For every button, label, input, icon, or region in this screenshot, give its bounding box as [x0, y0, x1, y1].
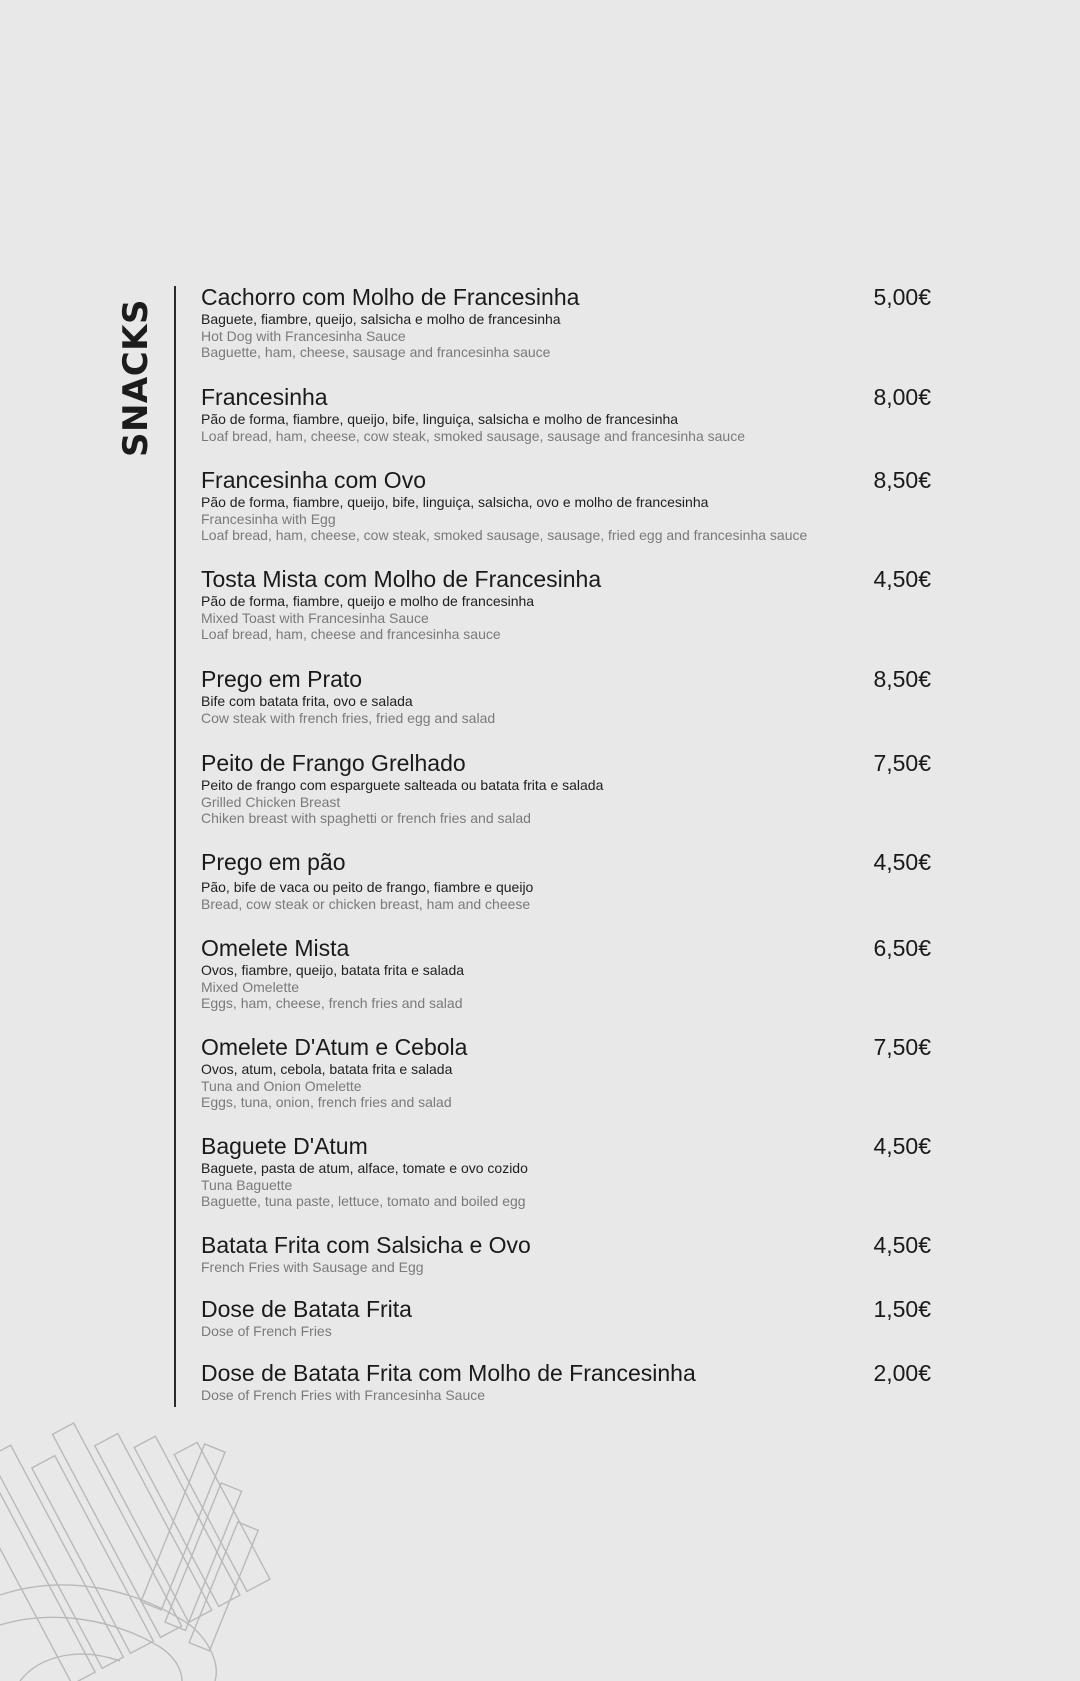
- item-description-pt: Baguete, fiambre, queijo, salsicha e molho de francesinha: [201, 311, 561, 327]
- menu-item: [201, 1033, 931, 1132]
- section-title: [112, 298, 160, 458]
- item-price: 7,50€: [873, 750, 931, 776]
- menu-item: [201, 934, 931, 1033]
- item-description-en: Baguette, ham, cheese, sausage and francesinha sauce: [201, 344, 551, 360]
- item-description-pt: Ovos, atum, cebola, batata frita e salada: [201, 1061, 453, 1077]
- item-description-pt: Ovos, fiambre, queijo, batata frita e salada: [201, 962, 465, 978]
- item-name-en: Grilled Chicken Breast: [201, 794, 341, 810]
- item-price: 4,50€: [873, 849, 931, 875]
- item-price: 4,50€: [873, 1232, 931, 1258]
- item-price: 4,50€: [873, 566, 931, 592]
- item-description-en: Bread, cow steak or chicken breast, ham and cheese: [201, 896, 531, 912]
- item-description-pt: Pão, bife de vaca ou peito de frango, fiambre e queijo: [201, 879, 534, 895]
- item-name-en: Dose of French Fries with Francesinha Sauce: [201, 1387, 486, 1403]
- item-price: 2,00€: [873, 1360, 931, 1386]
- item-price: 4,50€: [873, 1133, 931, 1159]
- menu-item: [201, 848, 931, 934]
- section-divider: [174, 286, 176, 1407]
- item-name: Dose de Batata Frita com Molho de Francesinha: [201, 1360, 696, 1386]
- menu-item: [201, 466, 931, 565]
- menu-item: [201, 1295, 931, 1359]
- item-description-en: Loaf bread, ham, cheese and francesinha sauce: [201, 626, 501, 642]
- item-price: 5,00€: [873, 284, 931, 310]
- item-description-en: Chiken breast with spaghetti or french fries and salad: [201, 810, 531, 826]
- item-price: 8,00€: [873, 384, 931, 410]
- menu-item: [201, 1231, 931, 1295]
- menu-item: [201, 383, 931, 466]
- item-name-en: Mixed Toast with Francesinha Sauce: [201, 610, 429, 626]
- item-name: Tosta Mista com Molho de Francesinha: [201, 566, 602, 592]
- item-name-en: Tuna and Onion Omelette: [201, 1078, 362, 1094]
- item-name-en: Francesinha with Egg: [201, 511, 336, 527]
- item-description-pt: Bife com batata frita, ovo e salada: [201, 693, 413, 709]
- item-name: Cachorro com Molho de Francesinha: [201, 284, 580, 310]
- item-description-pt: Pão de forma, fiambre, queijo e molho de francesinha: [201, 593, 535, 609]
- item-name: Francesinha: [201, 384, 328, 410]
- item-name: Prego em pão: [201, 849, 346, 875]
- item-description-en: Eggs, ham, cheese, french fries and salad: [201, 995, 463, 1011]
- item-name: Francesinha com Ovo: [201, 467, 426, 493]
- item-description-en: Cow steak with french fries, fried egg and salad: [201, 710, 496, 726]
- item-price: 8,50€: [873, 467, 931, 493]
- item-name: Peito de Frango Grelhado: [201, 750, 466, 776]
- item-name-en: Mixed Omelette: [201, 979, 300, 995]
- item-name: Prego em Prato: [201, 666, 363, 692]
- menu-list: [201, 283, 931, 1409]
- menu-item: [201, 1132, 931, 1231]
- menu-item: [201, 283, 931, 383]
- item-description-en: Loaf bread, ham, cheese, cow steak, smoked sausage, sausage and francesinha sauce: [201, 428, 746, 444]
- item-description-en: Loaf bread, ham, cheese, cow steak, smoked sausage, sausage, fried egg and francesinha sauce: [201, 527, 808, 543]
- item-name: Omelete D'Atum e Cebola: [201, 1034, 468, 1060]
- item-price: 7,50€: [873, 1034, 931, 1060]
- item-description-en: Baguette, tuna paste, lettuce, tomato and boiled egg: [201, 1193, 526, 1209]
- section-title-text: SNACKS: [116, 298, 157, 458]
- item-description-pt: Baguete, pasta de atum, alface, tomate e ovo cozido: [201, 1160, 528, 1176]
- menu-item: [201, 565, 931, 665]
- menu-item: [201, 749, 931, 848]
- item-price: 8,50€: [873, 666, 931, 692]
- item-name-en: Tuna Baguette: [201, 1177, 293, 1193]
- item-name: Omelete Mista: [201, 935, 350, 961]
- menu-item: [201, 665, 931, 749]
- item-description-pt: Pão de forma, fiambre, queijo, bife, linguiça, salsicha e molho de francesinha: [201, 411, 679, 427]
- item-name-en: Hot Dog with Francesinha Sauce: [201, 328, 406, 344]
- french-fries-sketch-icon: [0, 1385, 300, 1681]
- item-name: Batata Frita com Salsicha e Ovo: [201, 1232, 531, 1258]
- item-price: 6,50€: [873, 935, 931, 961]
- menu-item: [201, 1359, 931, 1409]
- item-name: Dose de Batata Frita: [201, 1296, 412, 1322]
- item-name-en: Dose of French Fries: [201, 1323, 332, 1339]
- item-description-en: Eggs, tuna, onion, french fries and salad: [201, 1094, 452, 1110]
- item-price: 1,50€: [873, 1296, 931, 1322]
- item-name-en: French Fries with Sausage and Egg: [201, 1259, 424, 1275]
- item-description-pt: Peito de frango com esparguete salteada ou batata frita e salada: [201, 777, 604, 793]
- item-description-pt: Pão de forma, fiambre, queijo, bife, linguiça, salsicha, ovo e molho de francesinha: [201, 494, 709, 510]
- item-name: Baguete D'Atum: [201, 1133, 368, 1159]
